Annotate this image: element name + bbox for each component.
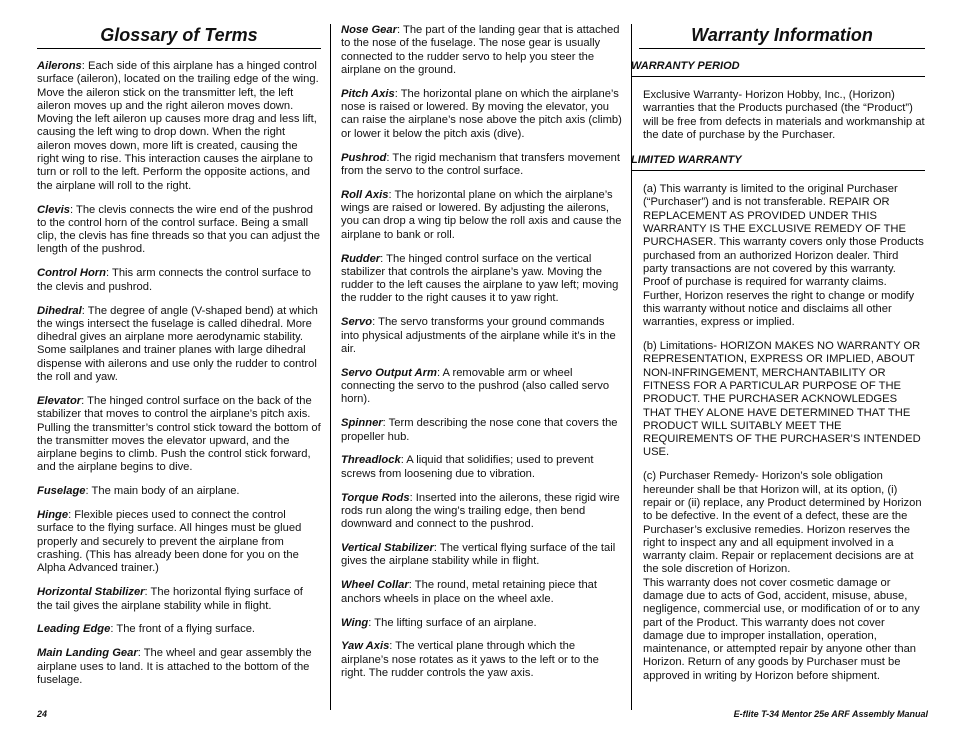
glossary-definition: : The servo transforms your ground commands into physical adjustments of the airplane while it’s in the air.: [341, 316, 616, 355]
glossary-title: Glossary of Terms: [37, 24, 321, 49]
glossary-entry: [341, 640, 624, 680]
glossary-definition: : The degree of angle (V-shaped bend) at which the wings intersect the fuselage is called dihedral. More dihedral gives an airplane more aerodynamic stability. Some sailplanes and trainer planes with large dihedral dispense with ailerons and use only the rudder to control the roll and yaw.: [37, 304, 318, 384]
glossary-column-2: [341, 24, 624, 691]
glossary-definition: : The rigid mechanism that transfers movement from the servo to the control surface.: [341, 151, 620, 177]
glossary-term: Pitch Axis: [341, 87, 395, 100]
glossary-term: Yaw Axis: [341, 640, 390, 653]
glossary-definition: : Each side of this airplane has a hinged control surface (aileron), located on the trailing edge of the wing. Move the aileron stick on the transmitter left, the left aileron moves up and the right aileron moves down. Moving the left aileron up causes more drag and less lift, causing the left wing to drop down. When the right aileron moves down, more lift is created, causing the right wing to rise. This interaction causes the airplane to turn or roll to the left. Perform the opposite actions, and the airplane will roll to the right.: [37, 60, 319, 192]
glossary-definition: : The horizontal plane on which the airplane’s wings are raised or lowered. By adjusting the ailerons, you can drop a wing tip below the roll axis and cause the airplane to bank or roll.: [341, 188, 622, 241]
glossary-entry: [341, 542, 624, 569]
column-divider: [631, 24, 632, 710]
glossary-definition: : Inserted into the ailerons, these rigid wire rods run along the wing’s trailing edge, then bend downward and connect to the pushrod.: [341, 491, 620, 531]
glossary-column-1: [37, 24, 321, 698]
limited-warranty-heading: LIMITED WARRANTY: [631, 154, 925, 171]
glossary-entry: [37, 623, 321, 636]
glossary-definition: : The horizontal flying surface of the tail gives the airplane stability while in flight.: [37, 586, 303, 612]
glossary-term: Pushrod: [341, 151, 387, 164]
glossary-definition: : This arm connects the control surface to the clevis and pushrod.: [37, 267, 311, 293]
glossary-definition: : Flexible pieces used to connect the control surface to the flying surface. All hinges must be glued properly and securely to prevent the airplane from crashing. (This has already been done for you on the Alpha Advanced trainer.): [37, 509, 302, 575]
glossary-entry: [341, 152, 624, 179]
glossary-definition: : The vertical plane through which the airplane’s nose rotates as it yaws to the left or to the right. The rudder controls the yaw axis.: [341, 640, 599, 679]
manual-title: E-flite T-34 Mentor 25e ARF Assembly Manual: [733, 709, 928, 719]
glossary-entry: [37, 267, 321, 294]
glossary-entry: [341, 617, 624, 630]
glossary-entry: [37, 586, 321, 613]
glossary-entry: [341, 492, 624, 532]
page-number: 24: [37, 709, 48, 719]
glossary-entry: [37, 509, 321, 575]
limited-warranty-c-continued: This warranty does not cover cosmetic damage or damage due to acts of God, accident, misuse, abuse, negligence, commercial use, or modification of or to any part of the Product. This warranty does not cover damage due to improper installation, operation, maintenance, or attempted repair by anyone other than Horizon. Return of any goods by Purchaser must be approved in writing by Horizon before shipment.: [643, 576, 920, 682]
column-divider: [330, 24, 331, 710]
glossary-entry: [341, 189, 624, 242]
glossary-definition: : A liquid that solidifies; used to prevent screws from loosening due to vibration.: [341, 454, 594, 480]
glossary-term: Clevis: [37, 203, 70, 216]
glossary-entry: [341, 454, 624, 481]
warranty-period-heading: WARRANTY PERIOD: [631, 60, 925, 77]
glossary-definition: : Term describing the nose cone that covers the propeller hub.: [341, 417, 618, 443]
limited-warranty-c: (c) Purchaser Remedy- Horizon’s sole obligation hereunder shall be that Horizon will, at its option, (i) repair or (ii) replace, any Product determined by Horizon to be defective. In the event of a defect, these are the Purchaser’s exclusive remedies. Horizon reserves the right to inspect any and all equipment involved in a warranty claim. Repair or replacement decisions are at the sole discretion of Horizon.: [643, 470, 922, 576]
glossary-definition: : The clevis connects the wire end of the pushrod to the control horn of the control surface. Being a small clip, the clevis has fine threads so that you can adjust the length of the pushrod.: [37, 203, 320, 256]
glossary-term: Roll Axis: [341, 188, 389, 201]
glossary-definition: : The round, metal retaining piece that anchors wheels in place on the wheel axle.: [341, 579, 597, 605]
glossary-entry: [37, 395, 321, 475]
glossary-term: Hinge: [37, 509, 69, 522]
glossary-term: Horizontal Stabilizer: [37, 586, 145, 599]
glossary-entry: [341, 253, 624, 306]
glossary-entry: [37, 485, 321, 498]
glossary-definition: : The main body of an airplane.: [85, 485, 240, 498]
glossary-term: Fuselage: [37, 485, 86, 498]
glossary-entry: [37, 60, 321, 193]
glossary-term: Servo: [341, 316, 373, 329]
glossary-entry: [37, 305, 321, 385]
glossary-term: Dihedral: [37, 304, 82, 317]
glossary-term: Nose Gear: [341, 24, 397, 36]
glossary-term: Main Landing Gear: [37, 647, 138, 660]
glossary-term: Vertical Stabilizer: [341, 542, 434, 555]
glossary-definition: : The horizontal plane on which the airplane’s nose is raised or lowered. By moving the elevator, you can raise the airplane’s nose above the pitch axis (climb) or lower it below the pitch axis (dive).: [341, 87, 622, 140]
glossary-term: Torque Rods: [341, 491, 410, 504]
glossary-term: Wheel Collar: [341, 579, 409, 592]
glossary-term: Servo Output Arm: [341, 366, 437, 379]
glossary-entry: [341, 88, 624, 141]
glossary-definition: : A removable arm or wheel connecting the servo to the pushrod (also called servo horn).: [341, 366, 610, 406]
glossary-definition: : The hinged control surface on the vertical stabilizer that controls the airplane’s yaw. Moving the rudder to the left causes the airplane to yaw left; moving the rudder to the right causes it to yaw right.: [341, 252, 619, 305]
glossary-definition: : The part of the landing gear that is attached to the nose of the fuselage. The nose gear is usually connected to the rudder servo to help you steer the airplane on the ground.: [341, 24, 620, 76]
glossary-entry: [341, 316, 624, 356]
glossary-entry: [341, 367, 624, 407]
warranty-period-text: Exclusive Warranty- Horizon Hobby, Inc., (Horizon) warranties that the Products purchased (the “Product”) will be free from defects in materials and workmanship at the date of purchase by the Purchaser.: [643, 89, 925, 141]
glossary-list: [37, 60, 321, 687]
glossary-term: Control Horn: [37, 267, 106, 280]
glossary-term: Leading Edge: [37, 623, 111, 636]
glossary-term: Spinner: [341, 417, 383, 430]
warranty-column: [631, 24, 925, 694]
limited-warranty-b: (b) Limitations- HORIZON MAKES NO WARRANTY OR REPRESENTATION, EXPRESS OR IMPLIED, ABOUT NON-INFRINGEMENT, MERCHANTABILITY OR FITNESS FOR A PARTICULAR PURPOSE OF THE PRODUCT. THE PURCHASER ACKNOWLEDGES THAT THEY ALONE HAVE DETERMINED THAT THE PRODUCT WILL SUITABLY MEET THE REQUIREMENTS OF THE PURCHASER’S INTENDED USE.: [643, 340, 921, 459]
glossary-term: Wing: [341, 616, 369, 629]
glossary-term: Elevator: [37, 394, 82, 407]
limited-warranty-a: (a) This warranty is limited to the original Purchaser (“Purchaser”) and is not transferable. REPAIR OR REPLACEMENT AS PROVIDED UNDER THIS WARRANTY IS THE EXCLUSIVE REMEDY OF THE PURCHASER. This warranty covers only those Products purchased from an authorized Horizon dealer. Third party transactions are not covered by this warranty. Proof of purchase is required for warranty claims. Further, Horizon reserves the right to change or modify this warranty without notice and disclaims all other warranties, express or implied.: [643, 183, 924, 329]
warranty-title: Warranty Information: [639, 24, 925, 49]
glossary-definition: : The wheel and gear assembly the airplane uses to land. It is attached to the bottom of the fuselage.: [37, 647, 312, 686]
glossary-definition: : The vertical flying surface of the tail gives the airplane stability while in flight.: [341, 542, 616, 568]
glossary-entry: [341, 417, 624, 444]
glossary-definition: : The hinged control surface on the back of the stabilizer that moves to control the airplane’s pitch axis. Pulling the transmitter’s control stick toward the bottom of the transmitter moves the elevator upward, and the airplane begins to climb. Push the control stick forward, and the airplane begins to dive.: [37, 394, 321, 474]
glossary-entry: [341, 579, 624, 606]
glossary-definition: : The lifting surface of an airplane.: [368, 616, 537, 629]
glossary-term: Rudder: [341, 252, 381, 265]
glossary-list: [341, 24, 624, 680]
glossary-entry: [341, 24, 624, 77]
glossary-entry: [37, 204, 321, 257]
glossary-entry: [37, 647, 321, 687]
glossary-definition: : The front of a flying surface.: [110, 623, 256, 636]
glossary-term: Ailerons: [37, 60, 82, 72]
glossary-term: Threadlock: [341, 454, 401, 467]
